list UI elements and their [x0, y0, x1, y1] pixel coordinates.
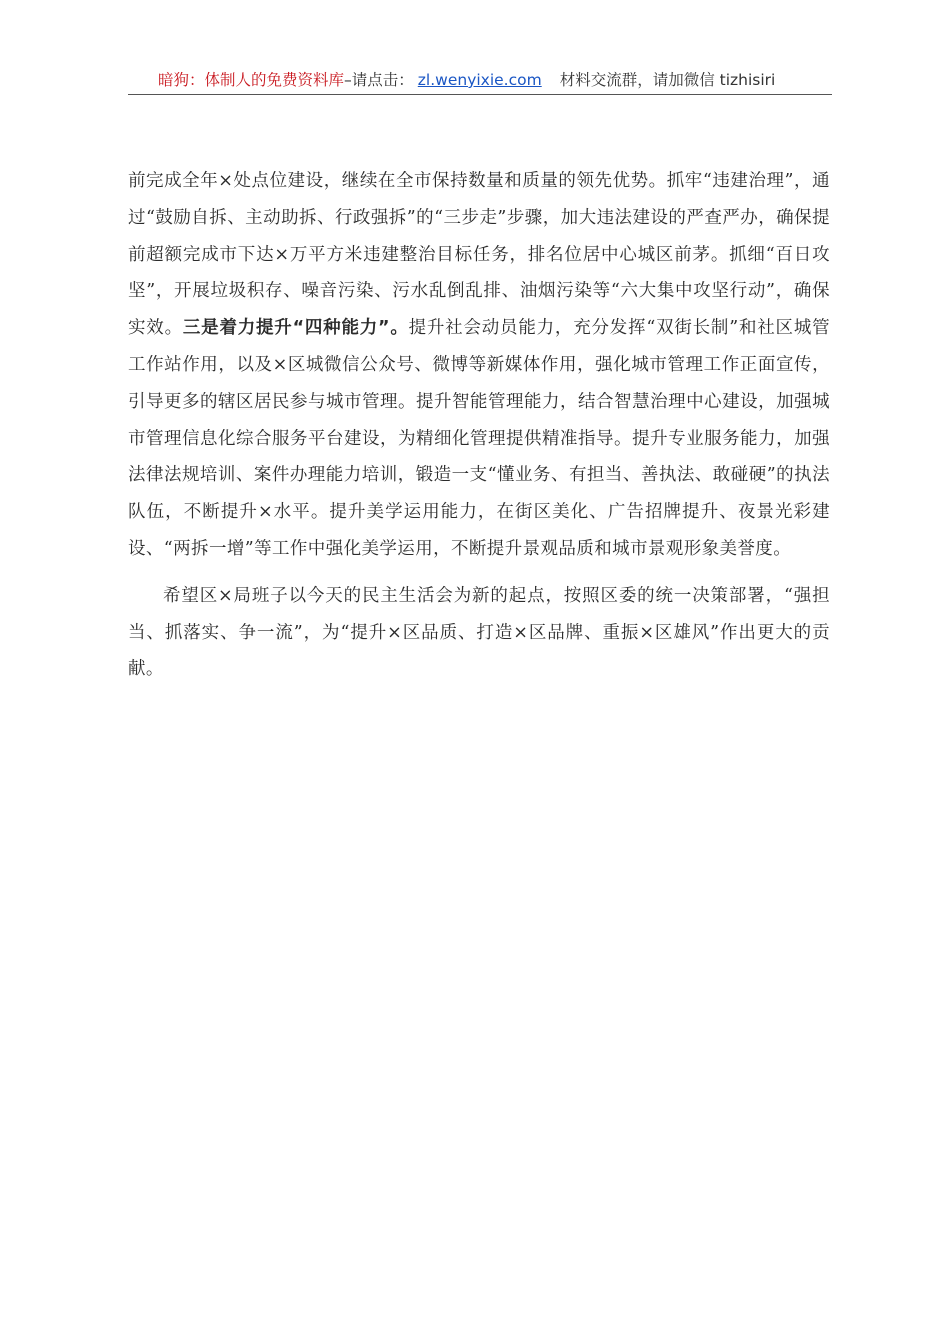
paragraph-1-bold-heading: 三是着力提升“四种能力”。: [182, 318, 409, 339]
header-contact: 材料交流群，请加微信 tizhisiri: [559, 71, 776, 89]
header-link[interactable]: zl.wenyixie.com: [417, 71, 542, 89]
header-brand: 暗狗：体制人的免费资料库: [158, 71, 345, 89]
paragraph-1-text-b: 提升社会动员能力，充分发挥“双街长制”和社区城管工作站作用，以及×区城微信公众号、微博等新媒体作用，强化城市管理工作正面宣传，引导更多的辖区居民参与城市管理。提升智能管理能力，结合智慧治理中心建设，加强城市管理信息化综合服务平台建设，为精细化管理提供精准指导。提升专业服务能力，加强法律法规培训、案件办理能力培训，锻造一支“懂业务、有担当、善执法、敢碰硬”的执法队伍，不断提升×水平。提升美学运用能力，在街区美化、广告招牌提升、夜景光彩建设、“两拆一增”等工作中强化美学运用，不断提升景观品质和城市景观形象美誉度。: [128, 318, 831, 559]
header-prompt: –请点击：: [344, 71, 414, 89]
page-header: [128, 66, 832, 95]
paragraph-2: 希望区×局班子以今天的民主生活会为新的起点，按照区委的统一决策部署，“强担当、抓落实、争一流”，为“提升×区品质、打造×区品牌、重振×区雄风”作出更大的贡献。: [128, 585, 830, 680]
paragraph-1: [128, 163, 830, 568]
document-body: [128, 163, 830, 688]
paragraph-1-text-a: 前完成全年×处点位建设，继续在全市保持数量和质量的领先优势。抓牢“违建治理”，通过“鼓励自拆、主动助拆、行政强拆”的“三步走”步骤，加大违法建设的严查严办，确保提前超额完成市下达×万平方米违建整治目标任务，排名位居中心城区前茅。抓细“百日攻坚”，开展垃圾积存、噪音污染、污水乱倒乱排、油烟污染等“六大集中攻坚行动”，确保实效。: [128, 171, 830, 339]
